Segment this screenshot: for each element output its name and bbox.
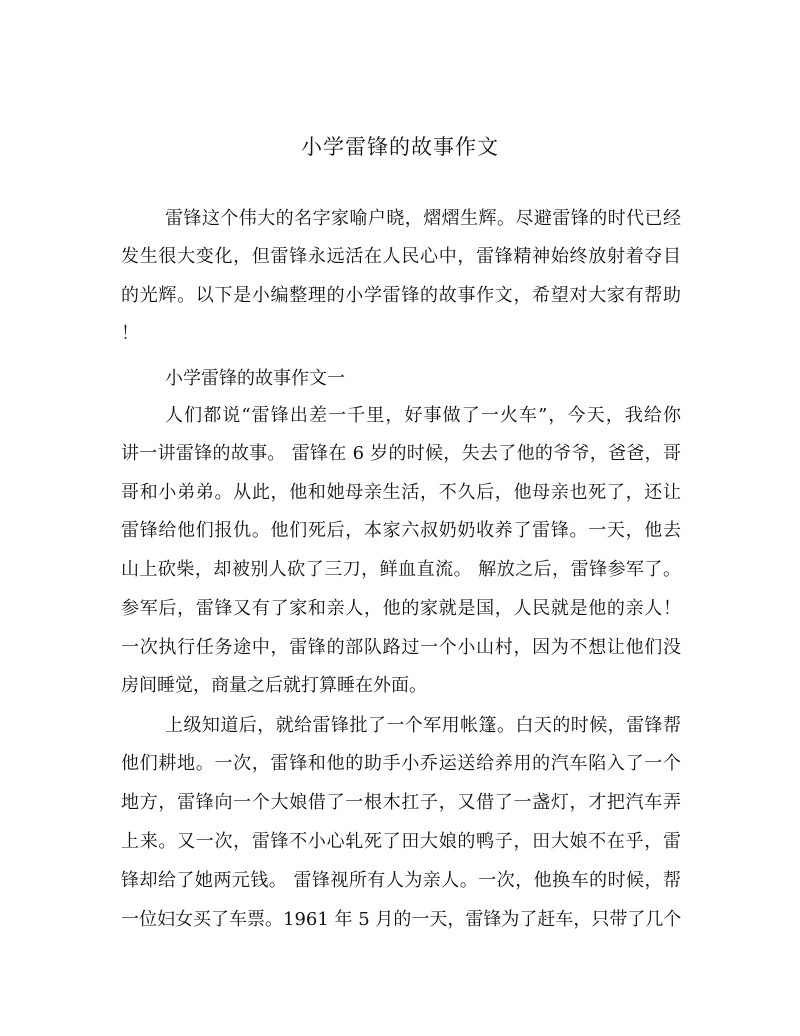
paragraph-line: 发生很大变化，但雷锋永远活在人民心中，雷锋精神始终放射着夺目 xyxy=(121,246,681,267)
section-heading: 小学雷锋的故事作文一 xyxy=(165,368,345,389)
paragraph-line: 哥和小弟弟。从此，他和她母亲生活，不久后，他母亲也死了，还让 xyxy=(121,482,681,503)
paragraph-line: 的光辉。以下是小编整理的小学雷锋的故事作文，希望对大家有帮助 xyxy=(121,285,681,306)
document-title: 小学雷锋的故事作文 xyxy=(301,135,499,159)
paragraph-line: 人们都说“雷锋出差一千里，好事做了一火车”，今天，我给你 xyxy=(165,405,681,426)
paragraph-line: ！ xyxy=(121,323,139,344)
paragraph-line: 一位妇女买了车票。1961 年 5 月的一天，雷锋为了赶车，只带了几个 xyxy=(121,909,682,930)
paragraph-line: 雷锋给他们报仇。他们死后，本家六叔奶奶收养了雷锋。一天，他去 xyxy=(121,520,681,541)
paragraph-line: 地方，雷锋向一个大娘借了一根木扛子，又借了一盏灯，才把汽车弄 xyxy=(121,792,681,813)
paragraph-line: 锋却给了她两元钱。 雷锋视所有人为亲人。一次，他换车的时候，帮 xyxy=(121,870,681,891)
paragraph-line: 房间睡觉，商量之后就打算睡在外面。 xyxy=(121,675,427,696)
paragraph-line: 讲一讲雷锋的故事。 雷锋在 6 岁的时候，失去了他的爷爷，爸爸，哥 xyxy=(121,443,681,464)
paragraph-line: 他们耕地。一次，雷锋和他的助手小乔运送给养用的汽车陷入了一个 xyxy=(121,753,681,774)
paragraph-line: 参军后，雷锋又有了家和亲人，他的家就是国，人民就是他的亲人！ xyxy=(121,598,681,619)
paragraph-line: 上来。又一次，雷锋不小心轧死了田大娘的鸭子，田大娘不在乎，雷 xyxy=(121,831,681,852)
paragraph-line: 山上砍柴，却被别人砍了三刀，鲜血直流。 解放之后，雷锋参军了。 xyxy=(121,559,681,580)
paragraph-line: 雷锋这个伟大的名字家喻户晓，熠熠生辉。尽避雷锋的时代已经 xyxy=(165,208,681,229)
paragraph-line: 一次执行任务途中，雷锋的部队路过一个小山村，因为不想让他们没 xyxy=(121,637,681,658)
paragraph-line: 上级知道后，就给雷锋批了一个军用帐篷。白天的时候，雷锋帮 xyxy=(165,715,681,736)
